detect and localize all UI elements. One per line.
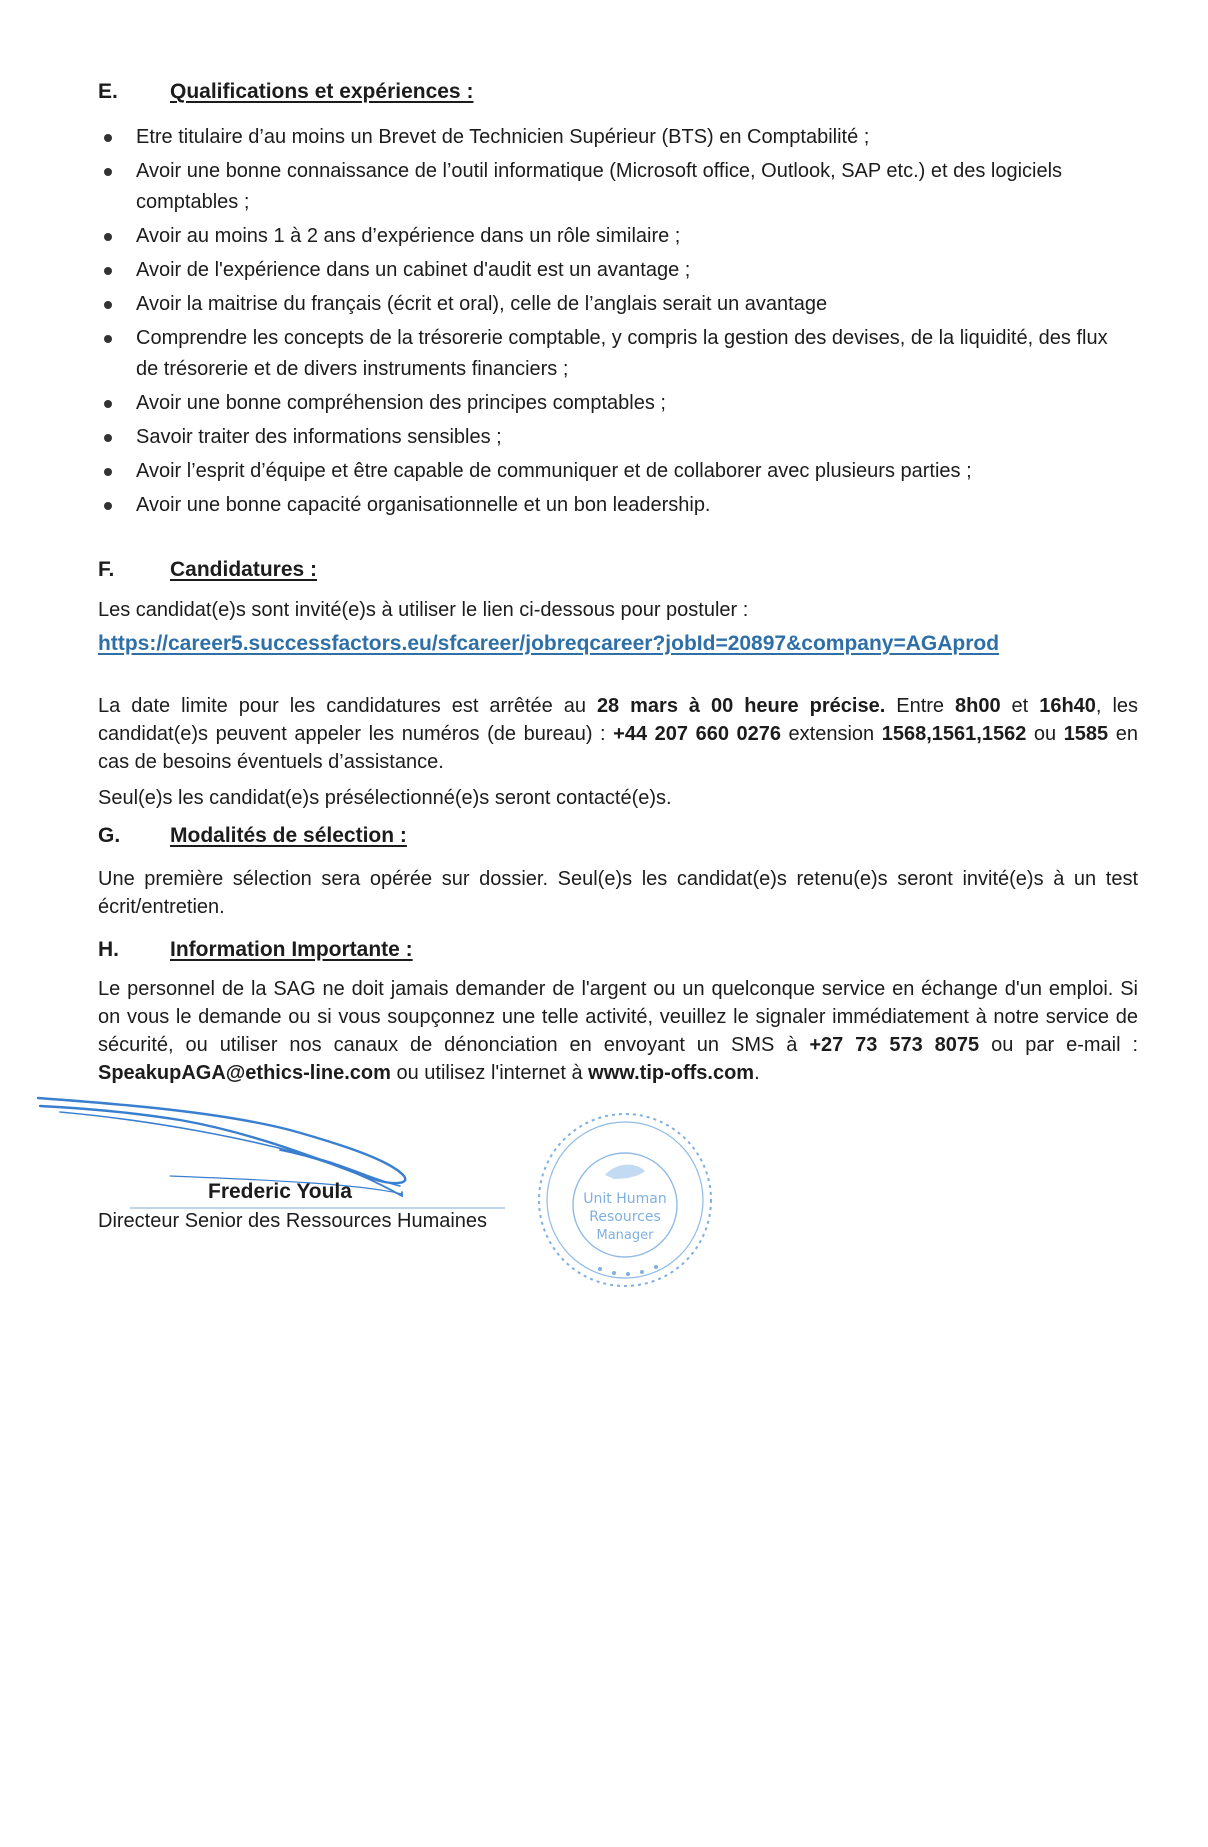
section-e-heading bbox=[98, 80, 473, 104]
sms-number: +27 73 573 8075 bbox=[809, 1034, 980, 1056]
bullet-icon bbox=[104, 134, 112, 142]
section-h-title: Information Importante : bbox=[170, 938, 413, 961]
phone-number: +44 207 660 0276 bbox=[613, 723, 781, 745]
info-text-4: . bbox=[754, 1062, 760, 1084]
qualification-item bbox=[98, 289, 1128, 320]
deadline-text-2: Entre bbox=[885, 695, 955, 717]
section-h-heading bbox=[98, 938, 413, 962]
qualification-item bbox=[98, 323, 1128, 385]
bullet-icon bbox=[104, 400, 112, 408]
bullet-icon bbox=[104, 335, 112, 343]
hours-end: 16h40 bbox=[1039, 695, 1096, 717]
extension-last: 1585 bbox=[1063, 723, 1109, 745]
qualification-text: Avoir l’esprit d’équipe et être capable de communiquer et de collaborer avec plusieurs parties ; bbox=[136, 460, 972, 482]
report-website: www.tip-offs.com bbox=[588, 1062, 755, 1084]
section-g-title: Modalités de sélection : bbox=[170, 824, 407, 847]
qualification-item bbox=[98, 422, 1128, 453]
signatory-title: Directeur Senior des Ressources Humaines bbox=[98, 1210, 488, 1232]
bullet-icon bbox=[104, 502, 112, 510]
section-h-letter: H. bbox=[98, 938, 119, 961]
bullet-icon bbox=[104, 434, 112, 442]
qualification-text: Avoir de l'expérience dans un cabinet d'audit est un avantage ; bbox=[136, 259, 691, 281]
bullet-icon bbox=[104, 233, 112, 241]
qualification-text: Avoir une bonne compréhension des principes comptables ; bbox=[136, 392, 666, 414]
qualification-text: Avoir au moins 1 à 2 ans d’expérience dans un rôle similaire ; bbox=[136, 225, 681, 247]
qualification-text: Avoir la maitrise du français (écrit et oral), celle de l’anglais serait un avantage bbox=[136, 293, 828, 315]
section-f-heading bbox=[98, 558, 317, 582]
applications-intro: Les candidat(e)s sont invité(e)s à utiliser le lien ci-dessous pour postuler : bbox=[98, 599, 749, 621]
deadline-text-5: extension bbox=[781, 723, 882, 745]
info-text-1: Le personnel de la SAG ne doit jamais demander de l'argent ou un quelconque service en échange d'un emploi. Si on vous le demande ou si vous soupçonnez une telle activité, veuillez le signaler immédiatement à notre service de sécurité, ou utiliser nos canaux de dénonciation en envoyant un SMS à bbox=[98, 978, 1138, 1056]
report-email: SpeakupAGA@ethics-line.com bbox=[98, 1062, 391, 1084]
qualification-text: Avoir une bonne capacité organisationnelle et un bon leadership. bbox=[136, 494, 711, 516]
stamp-line-1: Unit Human bbox=[583, 1191, 667, 1207]
info-text-3: ou utilisez l'internet à bbox=[390, 1062, 589, 1084]
deadline-text-7: en cas de besoins éventuels d’assistance. bbox=[98, 723, 1138, 773]
qualification-text: Comprendre les concepts de la trésorerie comptable, y compris la gestion des devises, de la liquidité, des flux de trésorerie et de divers instruments financiers ; bbox=[136, 327, 1108, 380]
stamp-line-3: Manager bbox=[596, 1228, 654, 1243]
qualification-item bbox=[98, 255, 1128, 286]
qualification-item bbox=[98, 388, 1128, 419]
deadline-text-3: et bbox=[1000, 695, 1040, 717]
deadline-text-4: , les candidat(e)s peuvent appeler les numéros (de bureau) : bbox=[98, 695, 1139, 745]
deadline-text-6: ou bbox=[1026, 723, 1064, 745]
qualification-item bbox=[98, 122, 1128, 153]
section-e-letter: E. bbox=[98, 80, 118, 103]
bullet-icon bbox=[104, 301, 112, 309]
signatory-name: Frederic Youla bbox=[208, 1180, 352, 1203]
extensions: 1568,1561,1562 bbox=[881, 723, 1027, 745]
official-stamp bbox=[530, 1105, 720, 1295]
qualification-text: Avoir une bonne connaissance de l’outil informatique (Microsoft office, Outlook, SAP etc.) et des logiciels comptables ; bbox=[136, 160, 1063, 213]
section-e-title: Qualifications et expériences : bbox=[170, 80, 474, 103]
qualification-text: Savoir traiter des informations sensibles ; bbox=[136, 426, 502, 448]
selection-text: Une première sélection sera opérée sur dossier. Seul(e)s les candidat(e)s retenu(e)s seront invité(e)s à un test écrit/entretien. bbox=[98, 868, 1138, 918]
qualification-item bbox=[98, 456, 1128, 487]
important-info-paragraph bbox=[98, 975, 1138, 1087]
section-f-title: Candidatures : bbox=[170, 558, 318, 581]
qualification-text: Etre titulaire d’au moins un Brevet de Technicien Supérieur (BTS) en Comptabilité ; bbox=[136, 126, 870, 148]
bullet-icon bbox=[104, 168, 112, 176]
qualifications-list bbox=[98, 122, 1128, 524]
section-f-letter: F. bbox=[98, 558, 115, 581]
bullet-icon bbox=[104, 267, 112, 275]
qualification-item bbox=[98, 221, 1128, 252]
shortlist-note: Seul(e)s les candidat(e)s présélectionné(e)s seront contacté(e)s. bbox=[98, 787, 672, 809]
deadline-paragraph bbox=[98, 692, 1138, 776]
section-g-heading bbox=[98, 824, 407, 848]
hours-start: 8h00 bbox=[955, 695, 1001, 717]
bullet-icon bbox=[104, 468, 112, 476]
section-g-letter: G. bbox=[98, 824, 121, 847]
qualification-item bbox=[98, 490, 1128, 521]
deadline-date: 28 mars à 00 heure précise. bbox=[596, 695, 886, 717]
info-text-2: ou par e-mail : bbox=[979, 1034, 1139, 1056]
stamp-line-2: Resources bbox=[589, 1209, 661, 1225]
deadline-text-1: La date limite pour les candidatures est arrêtée au bbox=[98, 695, 597, 717]
application-link[interactable]: https://career5.successfactors.eu/sfcareer/jobreqcareer?jobId=20897&company=AGAprod bbox=[98, 632, 1000, 655]
qualification-item bbox=[98, 156, 1128, 218]
